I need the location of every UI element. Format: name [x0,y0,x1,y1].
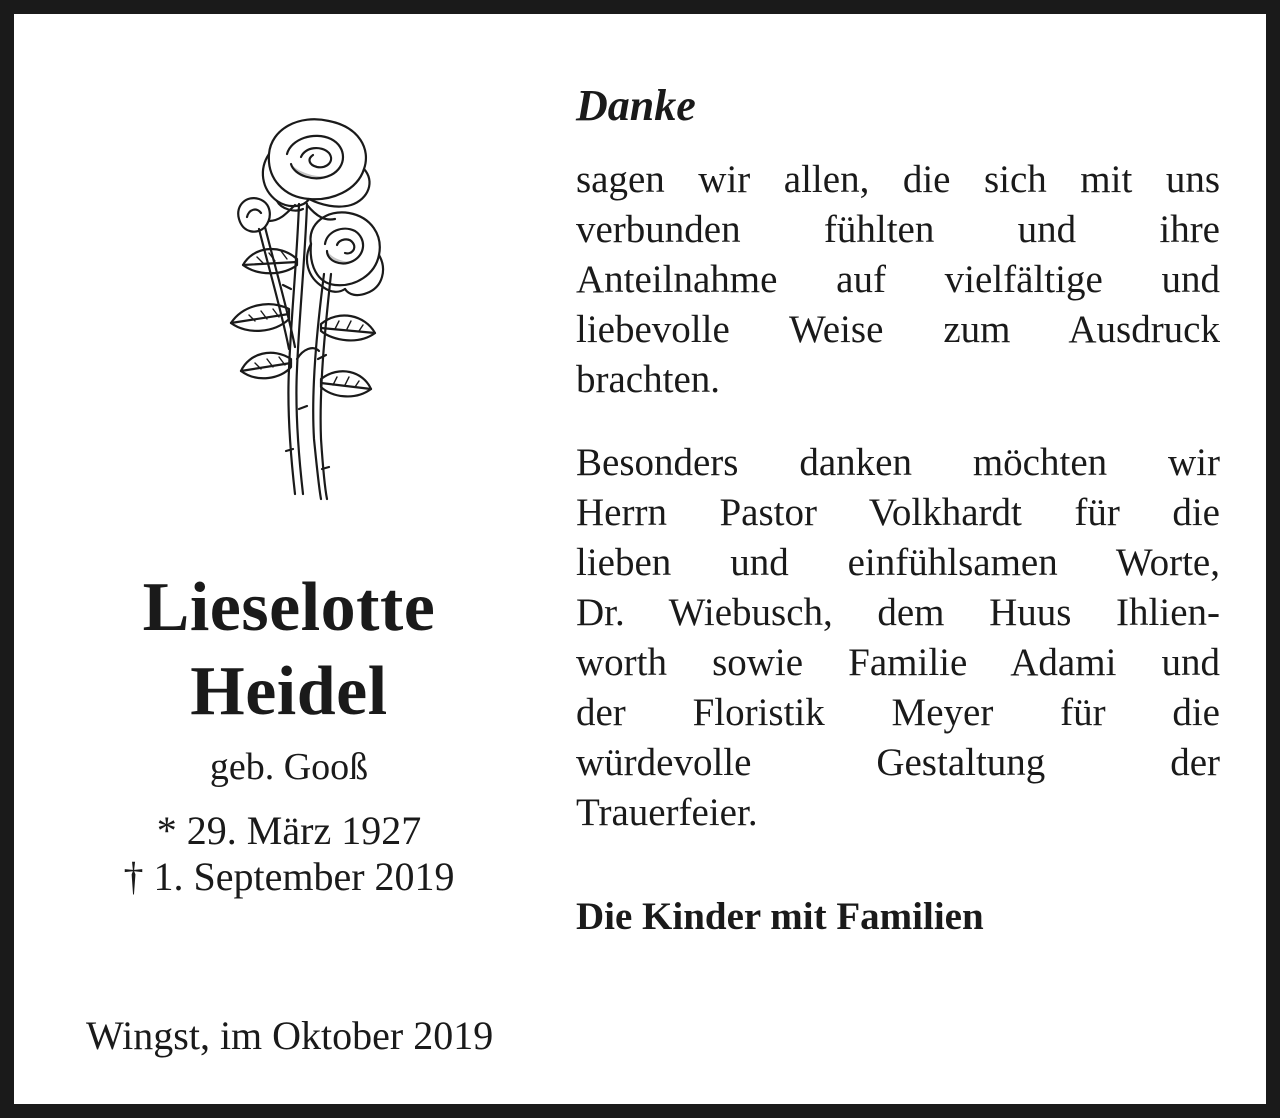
paragraph-line: Herrn Pastor Volkhardt für die [576,491,1220,534]
rose-illustration [199,109,399,519]
paragraph-line: Anteilnahme auf vielfältige und [576,258,1220,301]
paragraph-line: Dr. Wiebusch, dem Huus Ihlien- [576,591,1220,634]
paragraph-line: liebevolle Weise zum Ausdruck [576,308,1220,351]
paragraph-line: brachten. [576,358,721,401]
paragraph-line: worth sowie Familie Adami und [576,641,1220,684]
thanks-paragraph-1 [576,155,1220,405]
thanks-paragraph-2 [576,438,1220,838]
death-date: † 1. September 2019 [123,854,455,899]
paragraph-line: lieben und einfühlsamen Worte, [576,541,1220,584]
birth-name: geb. Gooß [209,746,369,788]
paragraph-line: verbunden fühlten und ihre [576,208,1220,251]
deceased-first-name: Lieselotte [142,569,436,646]
birth-date: * 29. März 1927 [156,808,422,853]
place-date: Wingst, im Oktober 2019 [86,1013,494,1058]
notice-title: Danke [576,81,696,130]
paragraph-line: Trauerfeier. [576,791,758,834]
paragraph-line: sagen wir allen, die sich mit uns [576,158,1220,201]
paragraph-line: würdevolle Gestaltung der [576,741,1220,784]
signature: Die Kinder mit Familien [576,895,984,938]
paragraph-line: Besonders danken möchten wir [576,441,1220,484]
deceased-last-name: Heidel [190,653,388,730]
paragraph-line: der Floristik Meyer für die [576,691,1220,734]
